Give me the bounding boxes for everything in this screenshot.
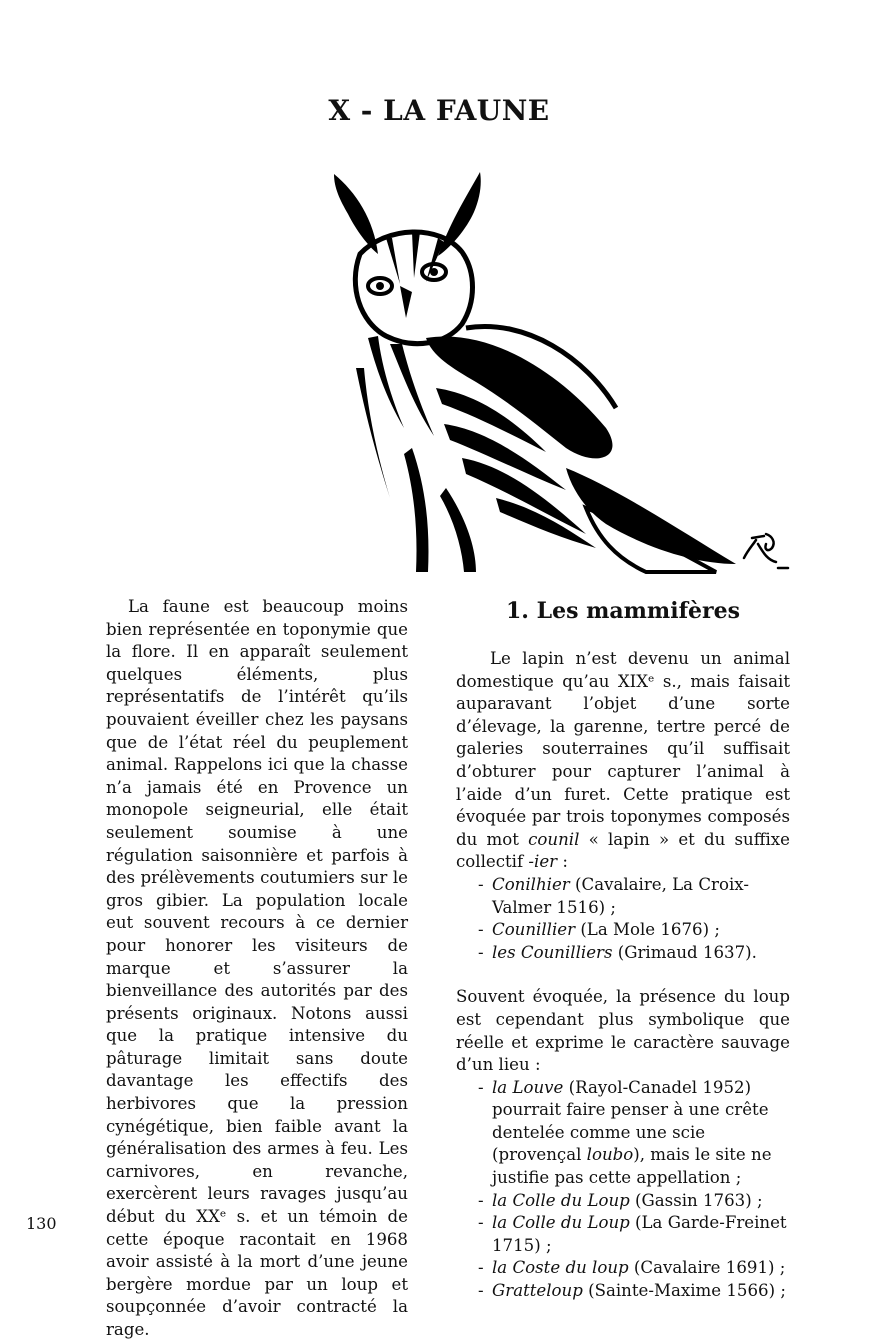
owl-drawing-icon	[316, 168, 796, 578]
list-item	[456, 1280, 790, 1303]
list-item	[456, 942, 790, 965]
toponym-detail-tail: ), mais le site ne justifie pas cette appellation ;	[492, 1145, 772, 1188]
list-item	[456, 874, 790, 919]
list-dash: -	[478, 1190, 484, 1210]
rabbit-toponym-list	[456, 874, 790, 964]
toponym-detail: (La Mole 1676) ;	[575, 920, 720, 940]
toponym-name: la Louve	[492, 1077, 564, 1097]
list-dash: -	[478, 1258, 484, 1278]
section-title: 1. Les mammifères	[505, 598, 741, 624]
toponym-name: Conilhier	[492, 874, 570, 894]
toponym-detail: (Rayol-Canadel 1952) pourrait faire penser à une crête dentelée comme une scie (provençal	[492, 1077, 769, 1165]
toponym-name: la Coste du loup	[492, 1258, 629, 1278]
toponym-name: la Colle du Loup	[492, 1190, 630, 1210]
suffix-ier: -ier	[528, 852, 558, 872]
list-dash: -	[478, 1077, 484, 1097]
list-dash: -	[478, 1281, 484, 1301]
toponym-name: Gratteloup	[492, 1281, 583, 1301]
list-dash: -	[478, 1213, 484, 1233]
toponym-detail: (Gassin 1763) ;	[629, 1190, 763, 1210]
word-counil: counil	[528, 829, 580, 849]
toponym-name: Counillier	[492, 920, 576, 940]
list-item	[456, 919, 790, 942]
list-item	[456, 1077, 790, 1190]
list-dash: -	[478, 874, 484, 894]
rabbit-text-middle: « lapin » et du suffixe collectif	[456, 829, 790, 872]
toponym-detail: (Cavalaire, La Croix-Valmer 1516) ;	[492, 874, 749, 917]
toponym-name: les Counilliers	[492, 942, 613, 962]
toponym-detail: (La Garde-Freinet 1715) ;	[492, 1213, 787, 1255]
toponym-name: la Colle du Loup	[492, 1213, 630, 1233]
wolf-paragraph: Souvent évoquée, la présence du loup est cependant plus symbolique que réelle et exprime le caractère sauvage d’un lieu :	[456, 987, 790, 1075]
list-item	[456, 1190, 790, 1213]
list-dash: -	[478, 920, 484, 940]
list-item	[456, 1257, 790, 1280]
right-column	[456, 596, 790, 1325]
toponym-detail: (Grimaud 1637).	[612, 942, 757, 962]
list-item	[456, 1212, 790, 1257]
list-dash: -	[478, 942, 484, 962]
provencal-word: loubo	[586, 1145, 634, 1165]
rabbit-text-before: Le lapin n’est devenu un animal domestique qu’au XIXᵉ s., mais faisait auparavant l’objet d’une sorte d’élevage, la garenne, tertre percé de galeries souterraines qu’il suffisait d’obturer pour capturer l’animal à l’aide d’un furet. Cette pratique est évoquée par trois toponymes composés du mot	[456, 649, 790, 849]
intro-paragraph: La faune est beaucoup moins bien représentée en toponymie que la flore. Il en apparaît seulement quelques éléments, plus représentatifs de l’intérêt qu’ils pouvaient éveiller chez les paysans que de l’état réel du peuplement animal. Rappelons ici que la chasse n’a jamais été en Provence un monopole seigneurial, elle était seulement soumise à une régulation saisonnière et parfois à des prélèvements coutumiers sur le gros gibier. La population locale eut souvent recours à ce dernier pour honorer les visiteurs de marque et s’assurer la bienveillance des autorités par des présents originaux. Notons aussi que la pratique intensive du pâturage limitait sans doute davantage les effectifs des herbivores que la pression cynégétique, bien faible avant la généralisation des armes à feu. Les carnivores, en revanche, exercèrent leurs ravages jusqu’au début du XXᵉ s. et un témoin de cette époque racontait en 1968 avoir assisté à la mort d’une jeune bergère mordue par un loup et soupçonnée d’avoir contracté la rage.	[106, 597, 408, 1339]
artist-monogram-icon	[738, 524, 794, 574]
toponym-detail: (Cavalaire 1691) ;	[628, 1258, 786, 1278]
wolf-toponym-list	[456, 1077, 790, 1303]
left-column	[106, 596, 408, 1342]
page-number: 130	[26, 1214, 57, 1233]
toponym-detail: (Sainte-Maxime 1566) ;	[582, 1281, 786, 1301]
rabbit-text-after: :	[557, 852, 568, 872]
rabbit-paragraph	[456, 648, 790, 874]
chapter-title: X - LA FAUNE	[328, 94, 550, 127]
